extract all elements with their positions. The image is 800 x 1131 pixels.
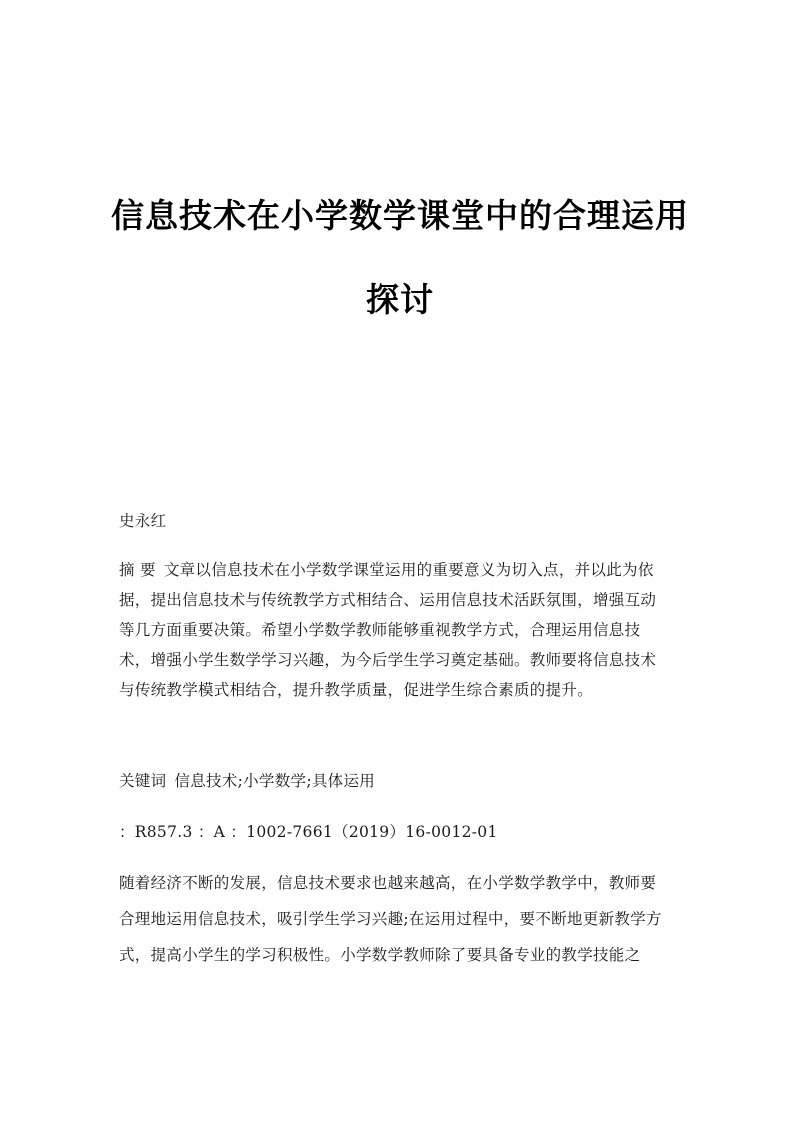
abstract-line: 术，增强小学生数学学习兴趣，为今后学生学习奠定基础。教师要将信息技术 [119,651,657,669]
keywords-value: 信息技术;小学数学;具体运用 [174,772,376,790]
abstract-text: 文章以信息技术在小学数学课堂运用的重要意义为切入点，并以此为依 [163,561,654,579]
abstract-section [119,555,689,705]
abstract-line: 等几方面重要决策。希望小学数学教师能够重视教学方式，合理运用信息技 [119,621,641,639]
abstract-line: 与传统教学模式相结合，提升教学质量，促进学生综合素质的提升。 [119,681,594,699]
abstract-label: 摘 要 [119,561,156,579]
abstract-line [119,555,689,585]
body-line: 合理地运用信息技术，吸引学生学习兴趣;在运用过程中，要不断地更新教学方 [119,910,662,928]
classification-line: ：R857.3 ：A ：1002-7661（2019）16-0012-01 [119,823,498,841]
title-line-2: 探讨 [366,280,434,319]
author-name: 史永红 [119,512,167,530]
body-line: 随着经济不断的发展，信息技术要求也越来越高，在小学数学教学中，教师要 [119,874,657,892]
keywords-label: 关键词 [119,772,167,790]
title-line-1: 信息技术在小学数学课堂中的合理运用 [111,196,689,235]
abstract-line: 据，提出信息技术与传统教学方式相结合、运用信息技术活跃氛围，增强互动 [119,591,657,609]
body-line: 式，提高小学生的学习积极性。小学数学教师除了要具备专业的教学技能之 [119,946,641,964]
body-text [119,865,689,973]
keywords-line [119,769,689,791]
